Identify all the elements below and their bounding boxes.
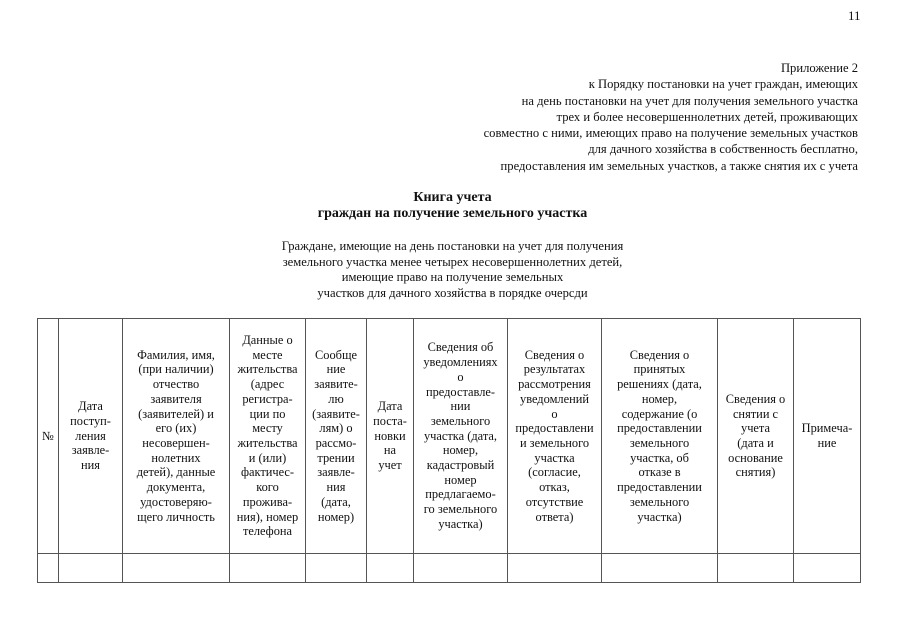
table-cell bbox=[367, 554, 414, 583]
title-line: Книга учета bbox=[413, 190, 492, 205]
appendix-line: к Порядку постановки на учет граждан, имеющих bbox=[588, 77, 858, 92]
appendix-line: трех и более несовершеннолетних детей, проживающих bbox=[556, 109, 858, 124]
table-cell bbox=[508, 554, 602, 583]
table-cell bbox=[414, 554, 508, 583]
column-header-residence: Данные о месте жительства (адрес регистра- ции по месту жительства и (или) фактичес- кого прожива- ния), номер телефона bbox=[230, 319, 306, 554]
subtitle-line: участков для дачного хозяйства в порядке очерсди bbox=[317, 285, 588, 300]
column-header-application-date: Дата поступ- ления заявле- ния bbox=[59, 319, 123, 554]
appendix-line: предоставления им земельных участков, а также снятия их с учета bbox=[500, 158, 858, 173]
table-cell bbox=[59, 554, 123, 583]
column-header-decisions: Сведения о принятых решениях (дата, номер, содержание (о предоставлении земельного участка, об отказе в предоставлении земельного участка) bbox=[602, 319, 718, 554]
document-title bbox=[0, 190, 905, 222]
table-cell bbox=[230, 554, 306, 583]
column-header-notification-results: Сведения о результатах рассмотрения уведомлений о предоставлени и земельного участка (согласие, отказ, отсутствие ответа) bbox=[508, 319, 602, 554]
table-cell bbox=[306, 554, 367, 583]
column-header-deregistration: Сведения о снятии с учета (дата и основание снятия) bbox=[718, 319, 794, 554]
column-header-plot-notifications: Сведения об уведомлениях о предоставле- нии земельного участка (дата, номер, кадастровый номер предлагаемо- го земельного участка) bbox=[414, 319, 508, 554]
appendix-line: для дачного хозяйства в собственность бесплатно, bbox=[588, 142, 858, 157]
table-header-row bbox=[38, 319, 861, 554]
subtitle-line: имеющие право на получение земельных bbox=[341, 270, 564, 284]
column-header-number: № bbox=[38, 319, 59, 554]
page-number: 11 bbox=[848, 8, 861, 23]
appendix-header bbox=[484, 60, 858, 174]
appendix-line: Приложение 2 bbox=[780, 61, 858, 75]
column-header-registration-date: Дата поста- новки на учет bbox=[367, 319, 414, 554]
column-header-notes: Примеча- ние bbox=[794, 319, 861, 554]
column-header-notice: Сообще ние заявите- лю (заявите- лям) о рассмо- трении заявле- ния (дата, номер) bbox=[306, 319, 367, 554]
table-cell bbox=[38, 554, 59, 583]
table-cell bbox=[718, 554, 794, 583]
appendix-line: совместно с ними, имеющих право на получение земельных участков bbox=[483, 126, 858, 141]
subtitle-line: Граждане, имеющие на день постановки на учет для получения bbox=[281, 239, 624, 253]
table-cell bbox=[794, 554, 861, 583]
appendix-line: на день постановки на учет для получения земельного участка bbox=[521, 93, 858, 108]
table-cell bbox=[123, 554, 230, 583]
title-line: граждан на получение земельного участка bbox=[317, 206, 588, 221]
table-row bbox=[38, 554, 861, 583]
registry-table bbox=[37, 318, 861, 583]
document-subtitle bbox=[0, 239, 905, 301]
column-header-applicant-name: Фамилия, имя, (при наличии) отчество заявителя (заявителей) и его (их) несовершен- нолетних детей), данные документа, удостоверяю- щего личность bbox=[123, 319, 230, 554]
subtitle-line: земельного участка менее четырех несовершеннолетних детей, bbox=[282, 254, 623, 269]
table-cell bbox=[602, 554, 718, 583]
